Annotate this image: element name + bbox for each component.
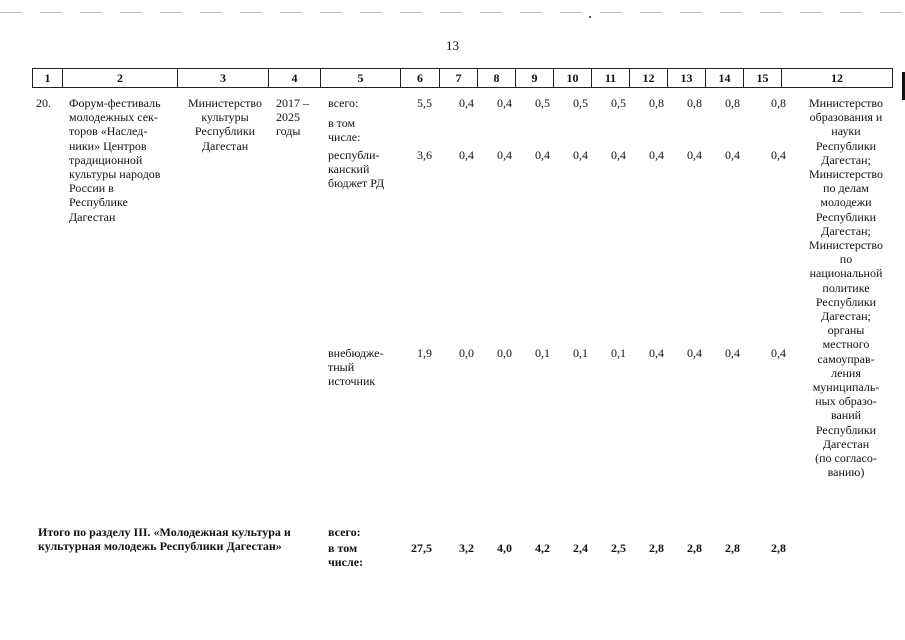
col-header: 3	[178, 69, 269, 88]
value-budget: 3,6	[417, 148, 432, 162]
col-header: 11	[592, 69, 630, 88]
section-total-title: Итого по разделу III. «Молодежная культура и культурная молодежь Республики Дагестан»	[38, 525, 291, 554]
col-header: 2	[63, 69, 178, 88]
total-value: 2,8	[649, 541, 664, 555]
col-header: 1	[33, 69, 63, 88]
value-extrabudget: 0,4	[649, 346, 664, 360]
value-total: 0,4	[459, 96, 474, 110]
value-extrabudget: 0,1	[535, 346, 550, 360]
value-budget: 0,4	[771, 148, 786, 162]
value-total: 0,8	[725, 96, 740, 110]
period: 2017 – 2025 годы	[276, 96, 309, 139]
value-extrabudget: 0,1	[611, 346, 626, 360]
value-total: 0,8	[649, 96, 664, 110]
value-extrabudget: 0,4	[687, 346, 702, 360]
col-header: 7	[440, 69, 478, 88]
value-extrabudget: 0,0	[497, 346, 512, 360]
row-number: 20.	[36, 96, 51, 110]
executor: Министерство культуры Республики Дагестан	[188, 96, 262, 153]
value-total: 0,5	[535, 96, 550, 110]
value-budget: 0,4	[725, 148, 740, 162]
scan-dot	[589, 16, 591, 18]
value-budget: 0,4	[497, 148, 512, 162]
value-budget: 0,4	[535, 148, 550, 162]
col-header: 15	[744, 69, 782, 88]
source-including-label: в том числе:	[328, 116, 361, 145]
value-budget: 0,4	[687, 148, 702, 162]
col-header: 4	[269, 69, 321, 88]
value-extrabudget: 0,4	[771, 346, 786, 360]
value-extrabudget: 0,1	[573, 346, 588, 360]
value-extrabudget: 0,4	[725, 346, 740, 360]
value-budget: 0,4	[649, 148, 664, 162]
total-value: 2,8	[725, 541, 740, 555]
source-total-label: всего:	[328, 96, 359, 110]
responsible-parties: Министерство образования и науки Республики Дагестан; Министерство по делам молодежи Республики Дагестан; Министерство по национальной политике Республики Дагестан; органы местного самоуправ- ления муниципаль- ных образо- ваний Республики Дагестан (по согласо- ванию)	[809, 96, 883, 480]
col-header: 12	[782, 69, 893, 88]
total-source-label: всего:	[328, 525, 361, 539]
activity-name: Форум-фестиваль молодежных сек- торов «Наслед- ники» Центров традиционной культуры народов России в Республике Дагестан	[69, 96, 161, 224]
top-scan-line	[0, 12, 905, 13]
value-extrabudget: 1,9	[417, 346, 432, 360]
value-total: 0,8	[687, 96, 702, 110]
column-header-row	[32, 68, 893, 88]
total-value: 2,4	[573, 541, 588, 555]
value-budget: 0,4	[611, 148, 626, 162]
total-value: 4,2	[535, 541, 550, 555]
col-header: 6	[401, 69, 440, 88]
total-value: 2,8	[687, 541, 702, 555]
source-extrabudget-label: внебюдже- тный источник	[328, 346, 384, 389]
total-value: 27,5	[411, 541, 432, 555]
total-value: 2,5	[611, 541, 626, 555]
col-header: 5	[321, 69, 401, 88]
col-header: 8	[478, 69, 516, 88]
col-header: 10	[554, 69, 592, 88]
value-budget: 0,4	[459, 148, 474, 162]
value-total: 0,4	[497, 96, 512, 110]
source-budget-label: республи- канский бюджет РД	[328, 148, 385, 191]
col-header: 14	[706, 69, 744, 88]
total-value: 2,8	[771, 541, 786, 555]
col-header: 13	[668, 69, 706, 88]
col-header: 12	[630, 69, 668, 88]
value-total: 0,5	[611, 96, 626, 110]
total-including-label: в том числе:	[328, 541, 364, 570]
total-value: 4,0	[497, 541, 512, 555]
value-total: 0,8	[771, 96, 786, 110]
value-total: 5,5	[417, 96, 432, 110]
value-extrabudget: 0,0	[459, 346, 474, 360]
total-value: 3,2	[459, 541, 474, 555]
col-header: 9	[516, 69, 554, 88]
value-budget: 0,4	[573, 148, 588, 162]
value-total: 0,5	[573, 96, 588, 110]
page-number: 13	[446, 38, 459, 53]
